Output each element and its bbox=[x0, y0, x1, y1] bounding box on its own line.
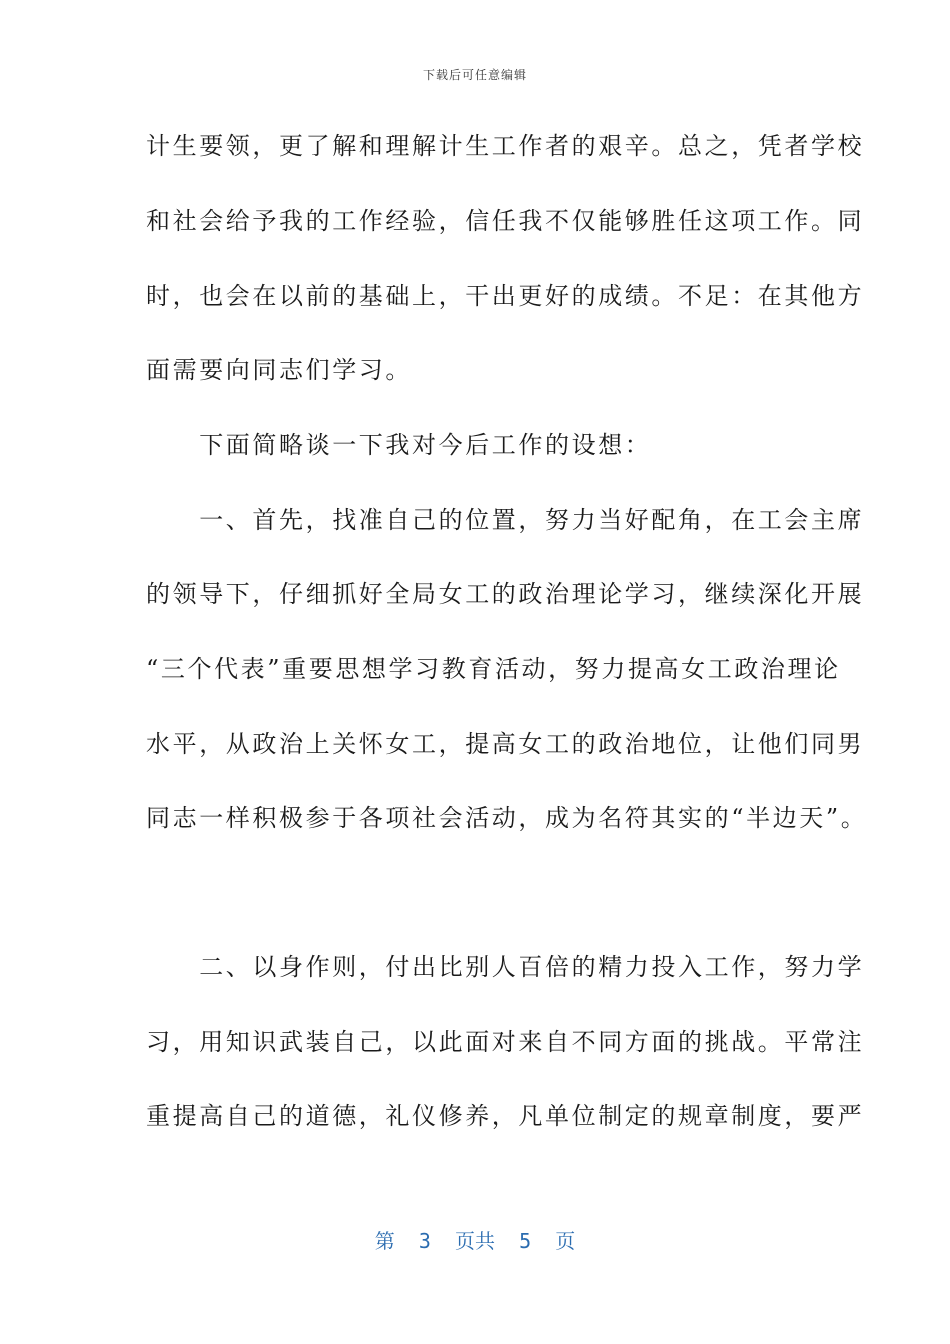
text-line: 下面简略谈一下我对今后工作的设想： bbox=[146, 431, 652, 459]
text-line: 水平，从政治上关怀女工，提高女工的政治地位，让他们同男 bbox=[146, 730, 865, 758]
text-line: 时，也会在以前的基础上，干出更好的成绩。不足：在其他方 bbox=[146, 282, 865, 310]
text-line: 的领导下，仔细抓好全局女工的政治理论学习，继续深化开展 bbox=[146, 580, 865, 608]
text-line: 一、首先，找准自己的位置，努力当好配角，在工会主席 bbox=[146, 506, 865, 534]
text-line: 面需要向同志们学习。 bbox=[146, 356, 412, 384]
text-line: 二、以身作则，付出比别人百倍的精力投入工作，努力学 bbox=[146, 953, 865, 981]
page-number-footer: 第 3 页共 5 页 bbox=[374, 1229, 576, 1253]
text-line: 重提高自己的道德，礼仪修养，凡单位制定的规章制度，要严 bbox=[146, 1102, 865, 1130]
text-line: 习，用知识武装自己，以此面对来自不同方面的挑战。平常注 bbox=[146, 1028, 865, 1056]
header-note: 下载后可任意编辑 bbox=[422, 68, 527, 82]
text-line: 计生要领，更了解和理解计生工作者的艰辛。总之，凭者学校 bbox=[146, 132, 865, 160]
text-line: “三个代表”重要思想学习教育活动，努力提高女工政治理论 bbox=[146, 655, 841, 683]
text-line: 同志一样积极参于各项社会活动，成为名符其实的“半边天”。 bbox=[146, 804, 868, 832]
text-line: 和社会给予我的工作经验，信任我不仅能够胜任这项工作。同 bbox=[146, 207, 865, 235]
